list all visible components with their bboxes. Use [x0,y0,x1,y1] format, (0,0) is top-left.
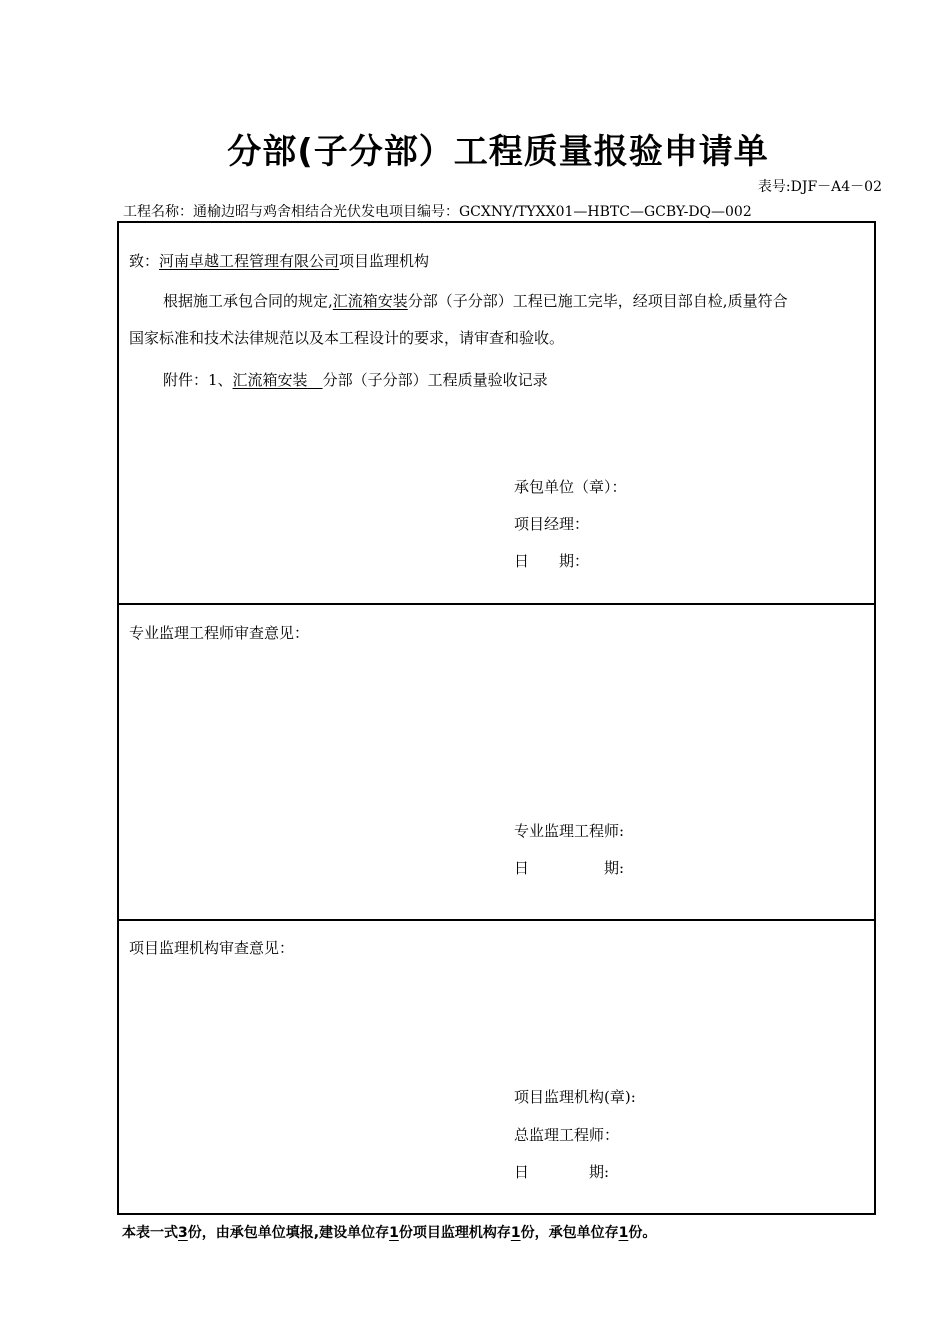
footer-note: 本表一式3份，由承包单位填报,建设单位存1份项目监理机构存1份，承包单位存1份。 [122,1225,657,1241]
engineer-review-heading: 专业监理工程师审查意见： [129,624,310,642]
recipient-line [129,250,429,271]
contractor-seal-label: 承包单位（章）： [514,478,627,496]
engineer-signature-label: 专业监理工程师: [514,822,625,840]
attachment-prefix: 附件：1、 [163,371,233,389]
paragraph-text: 分部（子分部）工程已施工完毕，经项目部自检,质量符合 [407,292,788,310]
project-code: GCXNY/TYXX01—HBTC—GCBY-DQ—002 [459,204,752,220]
copies-owner: 1 [389,1225,399,1241]
project-name: 通榆边昭与鸡舍相结合光伏发电项目 [193,204,417,220]
agency-review-heading: 项目监理机构审查意见： [129,939,295,957]
copies-contractor: 1 [618,1225,629,1241]
date-label-2: 日 期: [514,859,625,877]
page-title: 分部(子分部）工程质量报验申请单 [227,132,769,172]
recipient-suffix: 项目监理机构 [339,252,430,270]
section-divider [119,603,874,605]
work-name: 汇流箱安装 [332,292,408,310]
form-number: 表号:DJF－A4－02 [757,179,882,195]
project-code-label: 编号： [417,204,459,220]
section-divider [119,919,874,921]
project-name-label: 工程名称： [123,204,193,220]
paragraph-text: 根据施工承包合同的规定, [163,292,333,310]
body-paragraph-line1 [163,290,788,311]
recipient-prefix: 致： [129,252,160,270]
project-line [123,201,752,221]
attachment-line [163,369,548,390]
attachment-work: 汇流箱安装 [232,371,308,389]
date-label-1: 日 期： [514,552,590,570]
form-table [117,221,876,1215]
date-label-3: 日 期: [514,1163,610,1181]
recipient-company: 河南卓越工程管理有限公司 [159,252,340,270]
body-paragraph-line2: 国家标准和技术法律规范以及本工程设计的要求，请审查和验收。 [129,329,565,347]
agency-seal-label: 项目监理机构(章): [514,1088,636,1106]
chief-engineer-label: 总监理工程师： [514,1126,620,1144]
attachment-suffix: 分部（子分部）工程质量验收记录 [322,371,548,389]
copies-total: 3 [178,1225,188,1241]
project-manager-label: 项目经理： [514,515,590,533]
copies-supervisor: 1 [510,1225,521,1241]
